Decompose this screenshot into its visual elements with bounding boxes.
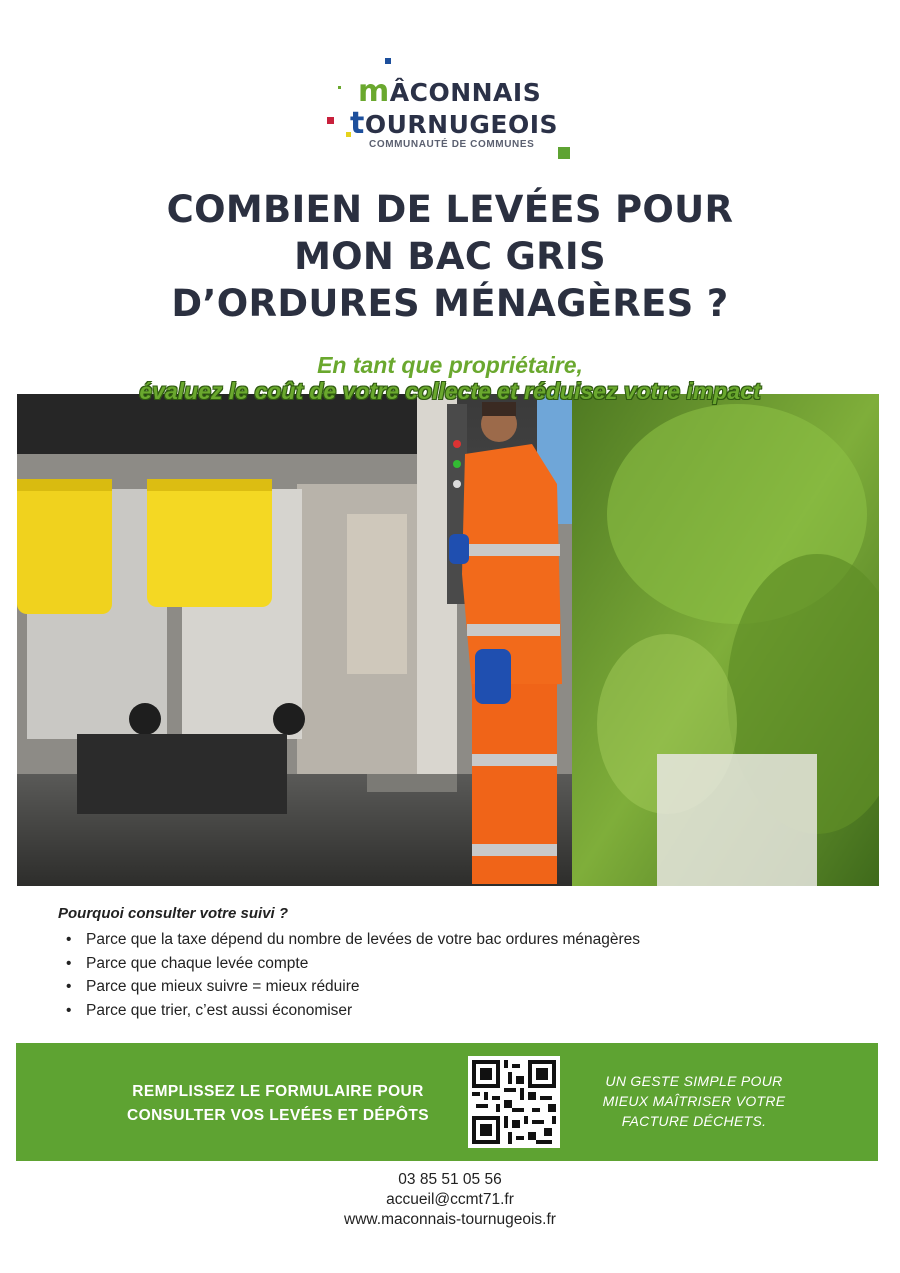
title-line-3: D’ORDURES MÉNAGÈRES ? — [171, 282, 729, 325]
logo-line-2: tOURNUGEOIS — [350, 106, 559, 141]
cta-line-1: REMPLISSEZ LE FORMULAIRE POUR — [132, 1083, 424, 1100]
logo-green-square — [558, 147, 570, 159]
why-section — [58, 905, 858, 1022]
why-question: Pourquoi consulter votre suivi ? — [58, 905, 289, 922]
email-link[interactable]: accueil@ccmt71.fr — [386, 1191, 514, 1208]
logo-dot — [338, 86, 341, 89]
waste-collection-photo — [17, 394, 879, 886]
subtitle — [0, 352, 900, 404]
contact-info — [0, 1170, 900, 1230]
tagline-line-3: FACTURE DÉCHETS. — [621, 1113, 767, 1129]
logo-blue-square — [385, 58, 391, 64]
tagline-line-1: UN GESTE SIMPLE POUR — [605, 1073, 783, 1089]
list-item: • Parce que la taxe dépend du nombre de levées de votre bac ordures ménagères — [86, 928, 858, 952]
qr-code-graphic — [468, 1056, 560, 1148]
form-call-to-action — [98, 1080, 458, 1128]
why-list — [58, 928, 858, 1022]
tagline-line-2: MIEUX MAÎTRISER VOTRE — [602, 1093, 786, 1109]
qr-code-icon[interactable] — [468, 1056, 560, 1148]
list-item: • Parce que trier, c’est aussi économiser — [86, 999, 858, 1023]
logo-red-square — [327, 117, 334, 124]
page-title — [0, 186, 900, 327]
cta-line-2: CONSULTER VOS LEVÉES ET DÉPÔTS — [127, 1107, 429, 1124]
cta-banner — [16, 1043, 878, 1161]
logo-subtitle: COMMUNAUTÉ DE COMMUNES — [369, 139, 535, 150]
logo-line-1: mÂCONNAIS — [358, 74, 542, 109]
list-item: • Parce que chaque levée compte — [86, 952, 858, 976]
title-line-1: COMBIEN DE LEVÉES POUR — [166, 188, 734, 231]
phone-number[interactable]: 03 85 51 05 56 — [398, 1171, 502, 1188]
photo-illustration — [17, 394, 879, 886]
organization-logo — [322, 56, 582, 164]
tagline — [584, 1071, 804, 1131]
list-item: • Parce que mieux suivre = mieux réduire — [86, 975, 858, 999]
website-link[interactable]: www.maconnais-tournugeois.fr — [344, 1211, 556, 1228]
title-line-2: MON BAC GRIS — [294, 235, 606, 278]
subtitle-line-2: évaluez le coût de votre collecte et réduisez votre impact — [139, 378, 761, 404]
subtitle-line-1: En tant que propriétaire, — [317, 352, 583, 378]
